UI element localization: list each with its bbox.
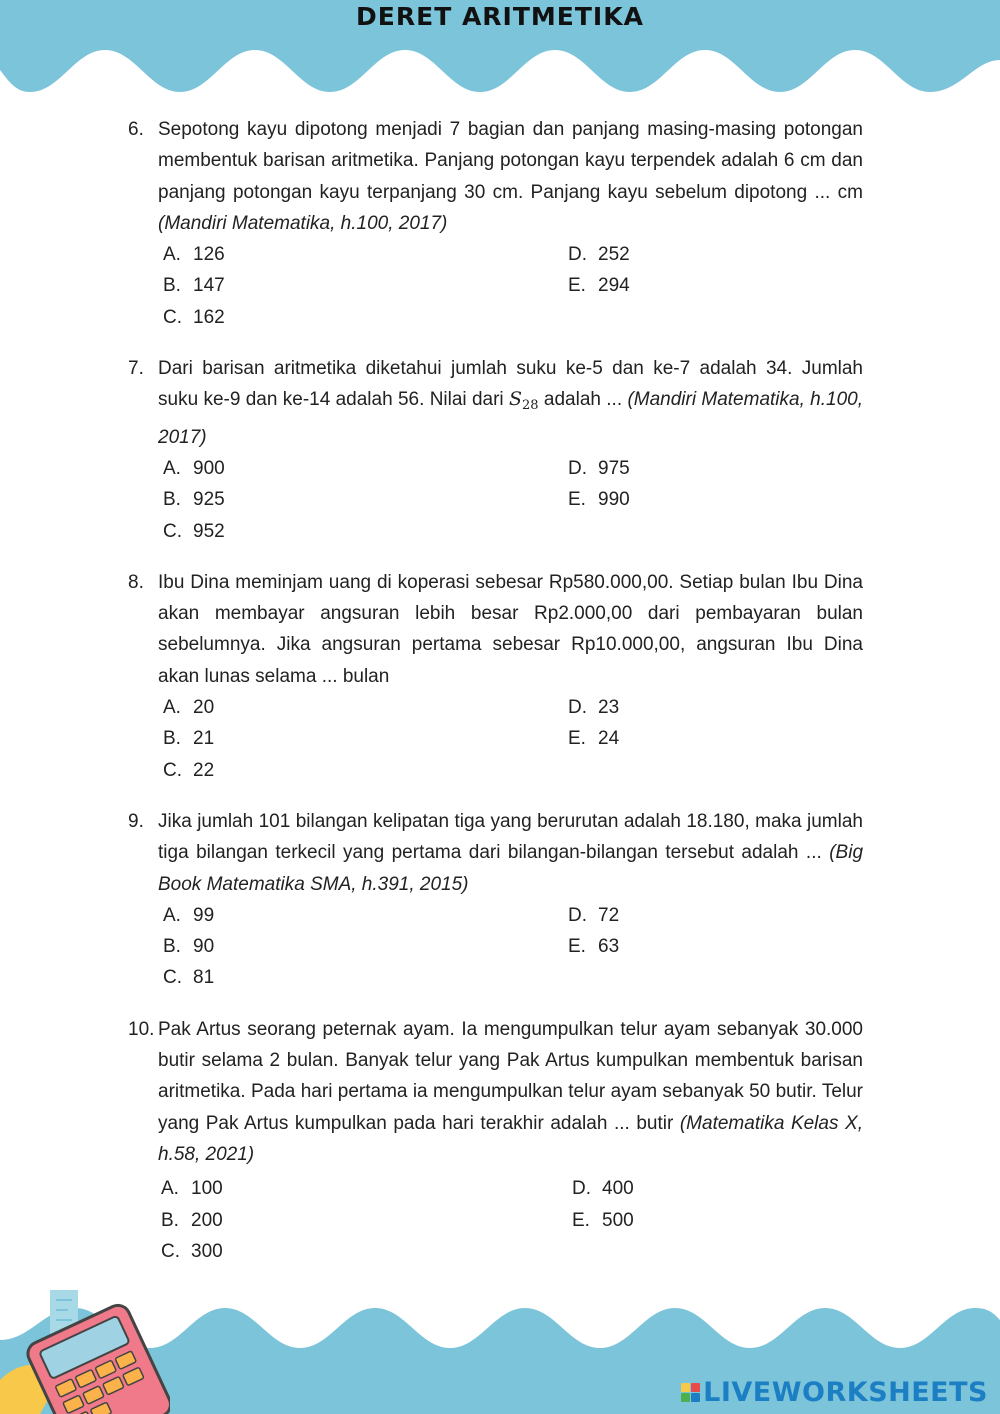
calculator-icon bbox=[0, 1290, 170, 1414]
page-title: DERET ARITMETIKA bbox=[356, 2, 644, 31]
option-e[interactable]: E. 24 bbox=[568, 728, 620, 750]
logo-text: LIVEWORKSHEETS bbox=[703, 1377, 988, 1408]
question-text: Ibu Dina meminjam uang di koperasi sebesar Rp580.000,00. Setiap bulan Ibu Dina akan membayar angsuran lebih besar Rp2.000,00 dari pembayaran bulan sebelumnya. Jika angsuran pertama sebesar Rp10.000,00, angsuran Ibu Dina akan lunas selama ... bulan bbox=[158, 571, 863, 687]
option-d[interactable]: D. 252 bbox=[568, 244, 630, 266]
option-d[interactable]: D. 975 bbox=[568, 457, 630, 479]
answer-options bbox=[163, 239, 863, 333]
option-d[interactable]: D. 23 bbox=[568, 697, 620, 719]
question-number: 10. bbox=[128, 1018, 155, 1040]
option-a[interactable]: A. 100 bbox=[161, 1178, 223, 1200]
math-expression: $S_{28}$ bbox=[508, 388, 539, 414]
option-b[interactable]: B. 925 bbox=[163, 489, 225, 511]
question-number: 6. bbox=[128, 119, 144, 140]
option-b[interactable]: B. 90 bbox=[163, 936, 215, 958]
option-b[interactable]: B. 200 bbox=[161, 1209, 223, 1231]
option-e[interactable]: E. 294 bbox=[568, 275, 630, 297]
question-number: 7. bbox=[128, 358, 144, 380]
option-b[interactable]: B. 147 bbox=[163, 275, 225, 297]
question-number: 8. bbox=[128, 571, 144, 593]
option-a[interactable]: A. 99 bbox=[163, 904, 215, 926]
liveworksheets-logo[interactable] bbox=[681, 1377, 988, 1408]
option-e[interactable]: E. 63 bbox=[568, 936, 620, 958]
option-d[interactable]: D. 72 bbox=[568, 904, 620, 926]
question-list bbox=[128, 114, 863, 1288]
option-a[interactable]: A. 126 bbox=[163, 244, 225, 266]
option-c[interactable]: C. 22 bbox=[163, 759, 215, 781]
question-source: (Mandiri Matematika, h.100, 2017) bbox=[158, 389, 864, 448]
question-text: Jika jumlah 101 bilangan kelipatan tiga yang berurutan adalah 18.180, maka jumlah tiga bilangan terkecil yang pertama dari bilangan-bilangan tersebut adalah ... (Big Book Matematika SMA, h.391, 2015) bbox=[158, 810, 864, 895]
option-d[interactable]: D. 400 bbox=[572, 1178, 634, 1200]
option-c[interactable]: C. 952 bbox=[163, 520, 225, 542]
question-7 bbox=[128, 353, 863, 547]
question-9 bbox=[128, 806, 863, 994]
question-source: (Mandiri Matematika, h.100, 2017) bbox=[158, 212, 448, 234]
option-a[interactable]: A. 900 bbox=[163, 457, 225, 479]
question-text: Sepotong kayu dipotong menjadi 7 bagian dan panjang masing-masing potongan membentuk barisan aritmetika. Panjang potongan kayu terpendek adalah 6 cm dan panjang potongan kayu terpanjang 30 cm. Panjang kayu sebelum dipotong ... cm (Mandiri Matematika, h.100, 2017) bbox=[158, 119, 863, 234]
option-b[interactable]: B. 21 bbox=[163, 728, 215, 750]
option-c[interactable]: C. 81 bbox=[163, 967, 215, 989]
liveworksheets-logo-icon bbox=[681, 1383, 700, 1402]
question-6 bbox=[128, 114, 863, 333]
question-text: Pak Artus seorang peternak ayam. Ia mengumpulkan telur ayam sebanyak 30.000 butir selama 2 bulan. Banyak telur yang Pak Artus kumpulkan membentuk barisan aritmetika. Pada hari pertama ia mengumpulkan telur ayam sebanyak 50 butir. Telur yang Pak Artus kumpulkan pada hari terakhir adalah ... butir (Matematika Kelas X, h.58, 2021) bbox=[158, 1018, 863, 1165]
question-text: Dari barisan aritmetika diketahui jumlah suku ke-5 dan ke-7 adalah 34. Jumlah suku ke-9 dan ke-14 adalah 56. Nilai dari $S_{28}$ adalah ... (Mandiri Matematika, h.100, 2017) bbox=[158, 358, 864, 448]
question-10 bbox=[128, 1014, 863, 1268]
question-source: (Matematika Kelas X, h.58, 2021) bbox=[158, 1112, 863, 1165]
answer-options bbox=[161, 1173, 863, 1268]
answer-options bbox=[163, 692, 863, 786]
option-c[interactable]: C. 162 bbox=[163, 306, 225, 328]
option-e[interactable]: E. 990 bbox=[568, 489, 630, 511]
option-a[interactable]: A. 20 bbox=[163, 697, 215, 719]
question-8 bbox=[128, 567, 863, 786]
question-number: 9. bbox=[128, 810, 144, 832]
answer-options bbox=[163, 453, 863, 547]
answer-options bbox=[163, 900, 863, 994]
option-c[interactable]: C. 300 bbox=[161, 1241, 223, 1263]
question-source: (Big Book Matematika SMA, h.391, 2015) bbox=[158, 842, 864, 895]
option-e[interactable]: E. 500 bbox=[572, 1209, 634, 1231]
